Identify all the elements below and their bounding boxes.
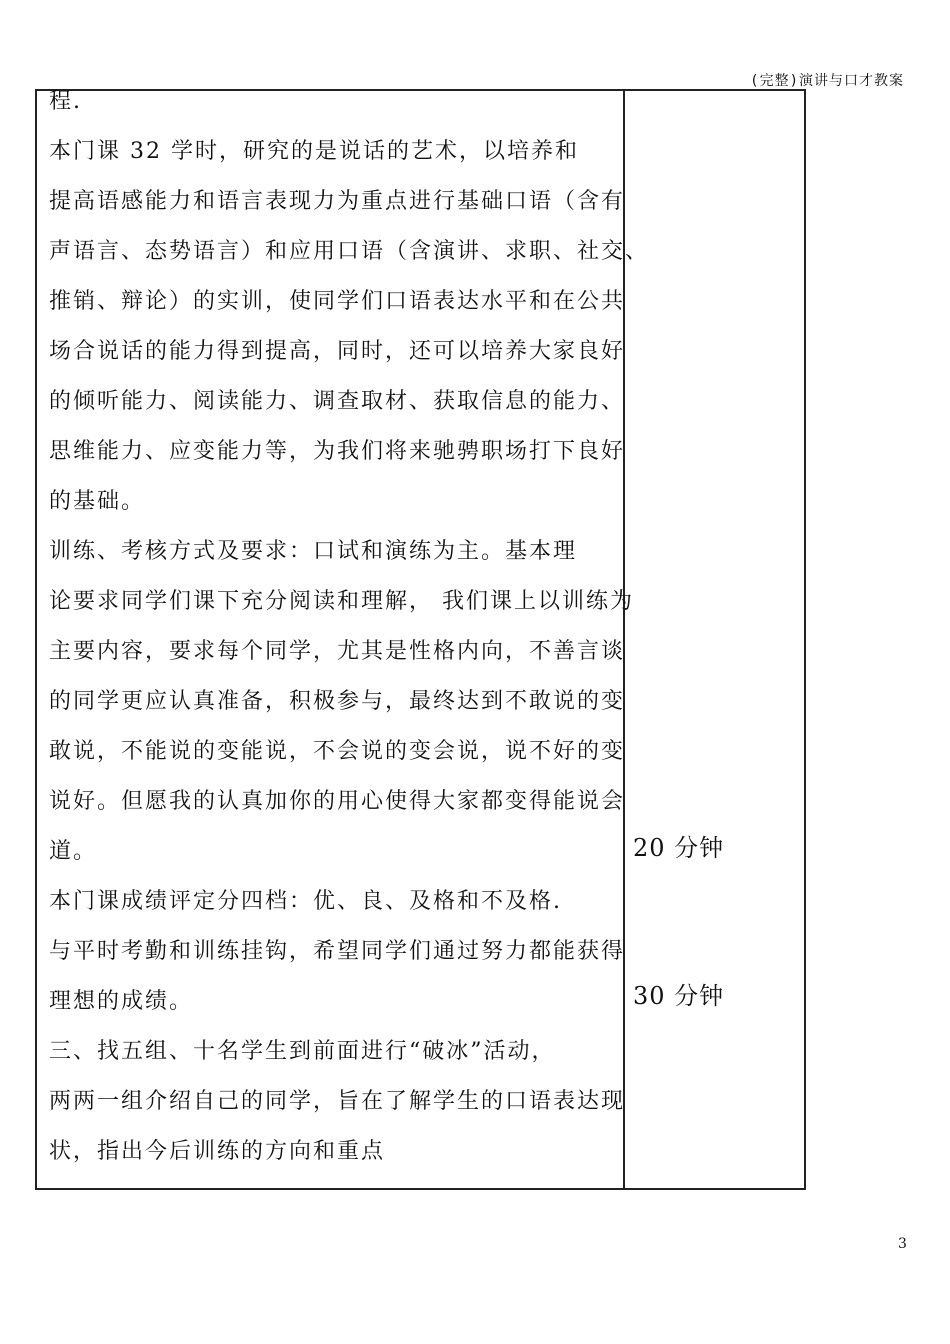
text-line: 敢说，不能说的变能说，不会说的变会说，说不好的变 — [49, 739, 626, 764]
text-line: 三、找五组、十名学生到前面进行“破冰”活动， — [49, 1039, 556, 1064]
text-line: 主要内容，要求每个同学，尤其是性格内向，不善言谈 — [49, 639, 626, 664]
text-line: 程. — [49, 89, 82, 114]
text-line: 本门课 32 学时，研究的是说话的艺术，以培养和 — [49, 139, 579, 164]
text-line: 的同学更应认真准备，积极参与，最终达到不敢说的变 — [49, 689, 626, 714]
time-cell — [625, 91, 804, 1188]
lesson-content-cell — [37, 89, 650, 1188]
text-line: 提高语感能力和语言表现力为重点进行基础口语（含有 — [49, 189, 626, 214]
text-line: 声语言、态势语言）和应用口语（含演讲、求职、社交、 — [49, 239, 650, 264]
time-label-20: 20 分钟 — [633, 834, 725, 862]
text-line: 状，指出今后训练的方向和重点 — [49, 1139, 386, 1164]
text-line: 训练、考核方式及要求：口试和演练为主。基本理 — [49, 539, 578, 564]
text-line: 场合说话的能力得到提高，同时，还可以培养大家良好 — [49, 339, 626, 364]
document-header: (完整)演讲与口才教案 — [750, 73, 904, 89]
text-line: 与平时考勤和训练挂钩，希望同学们通过努力都能获得 — [49, 939, 626, 964]
text-line: 推销、辩论）的实训，使同学们口语表达水平和在公共 — [49, 289, 626, 314]
text-line: 理想的成绩。 — [49, 989, 194, 1014]
text-line: 的基础。 — [49, 489, 146, 514]
time-label-30: 30 分钟 — [633, 982, 725, 1010]
text-line: 论要求同学们课下充分阅读和理解， 我们课上以训练为 — [49, 589, 634, 614]
text-line: 两两一组介绍自己的同学，旨在了解学生的口语表达现 — [49, 1089, 626, 1114]
text-line: 本门课成绩评定分四档：优、良、及格和不及格. — [49, 889, 562, 914]
text-line: 思维能力、应变能力等，为我们将来驰骋职场打下良好 — [49, 439, 626, 464]
text-line: 道。 — [49, 839, 98, 864]
text-line: 说好。但愿我的认真加你的用心使得大家都变得能说会 — [49, 789, 626, 814]
text-line: 的倾听能力、阅读能力、调查取材、获取信息的能力、 — [49, 389, 626, 414]
lesson-table — [35, 89, 806, 1190]
page-number: 3 — [898, 1236, 907, 1252]
